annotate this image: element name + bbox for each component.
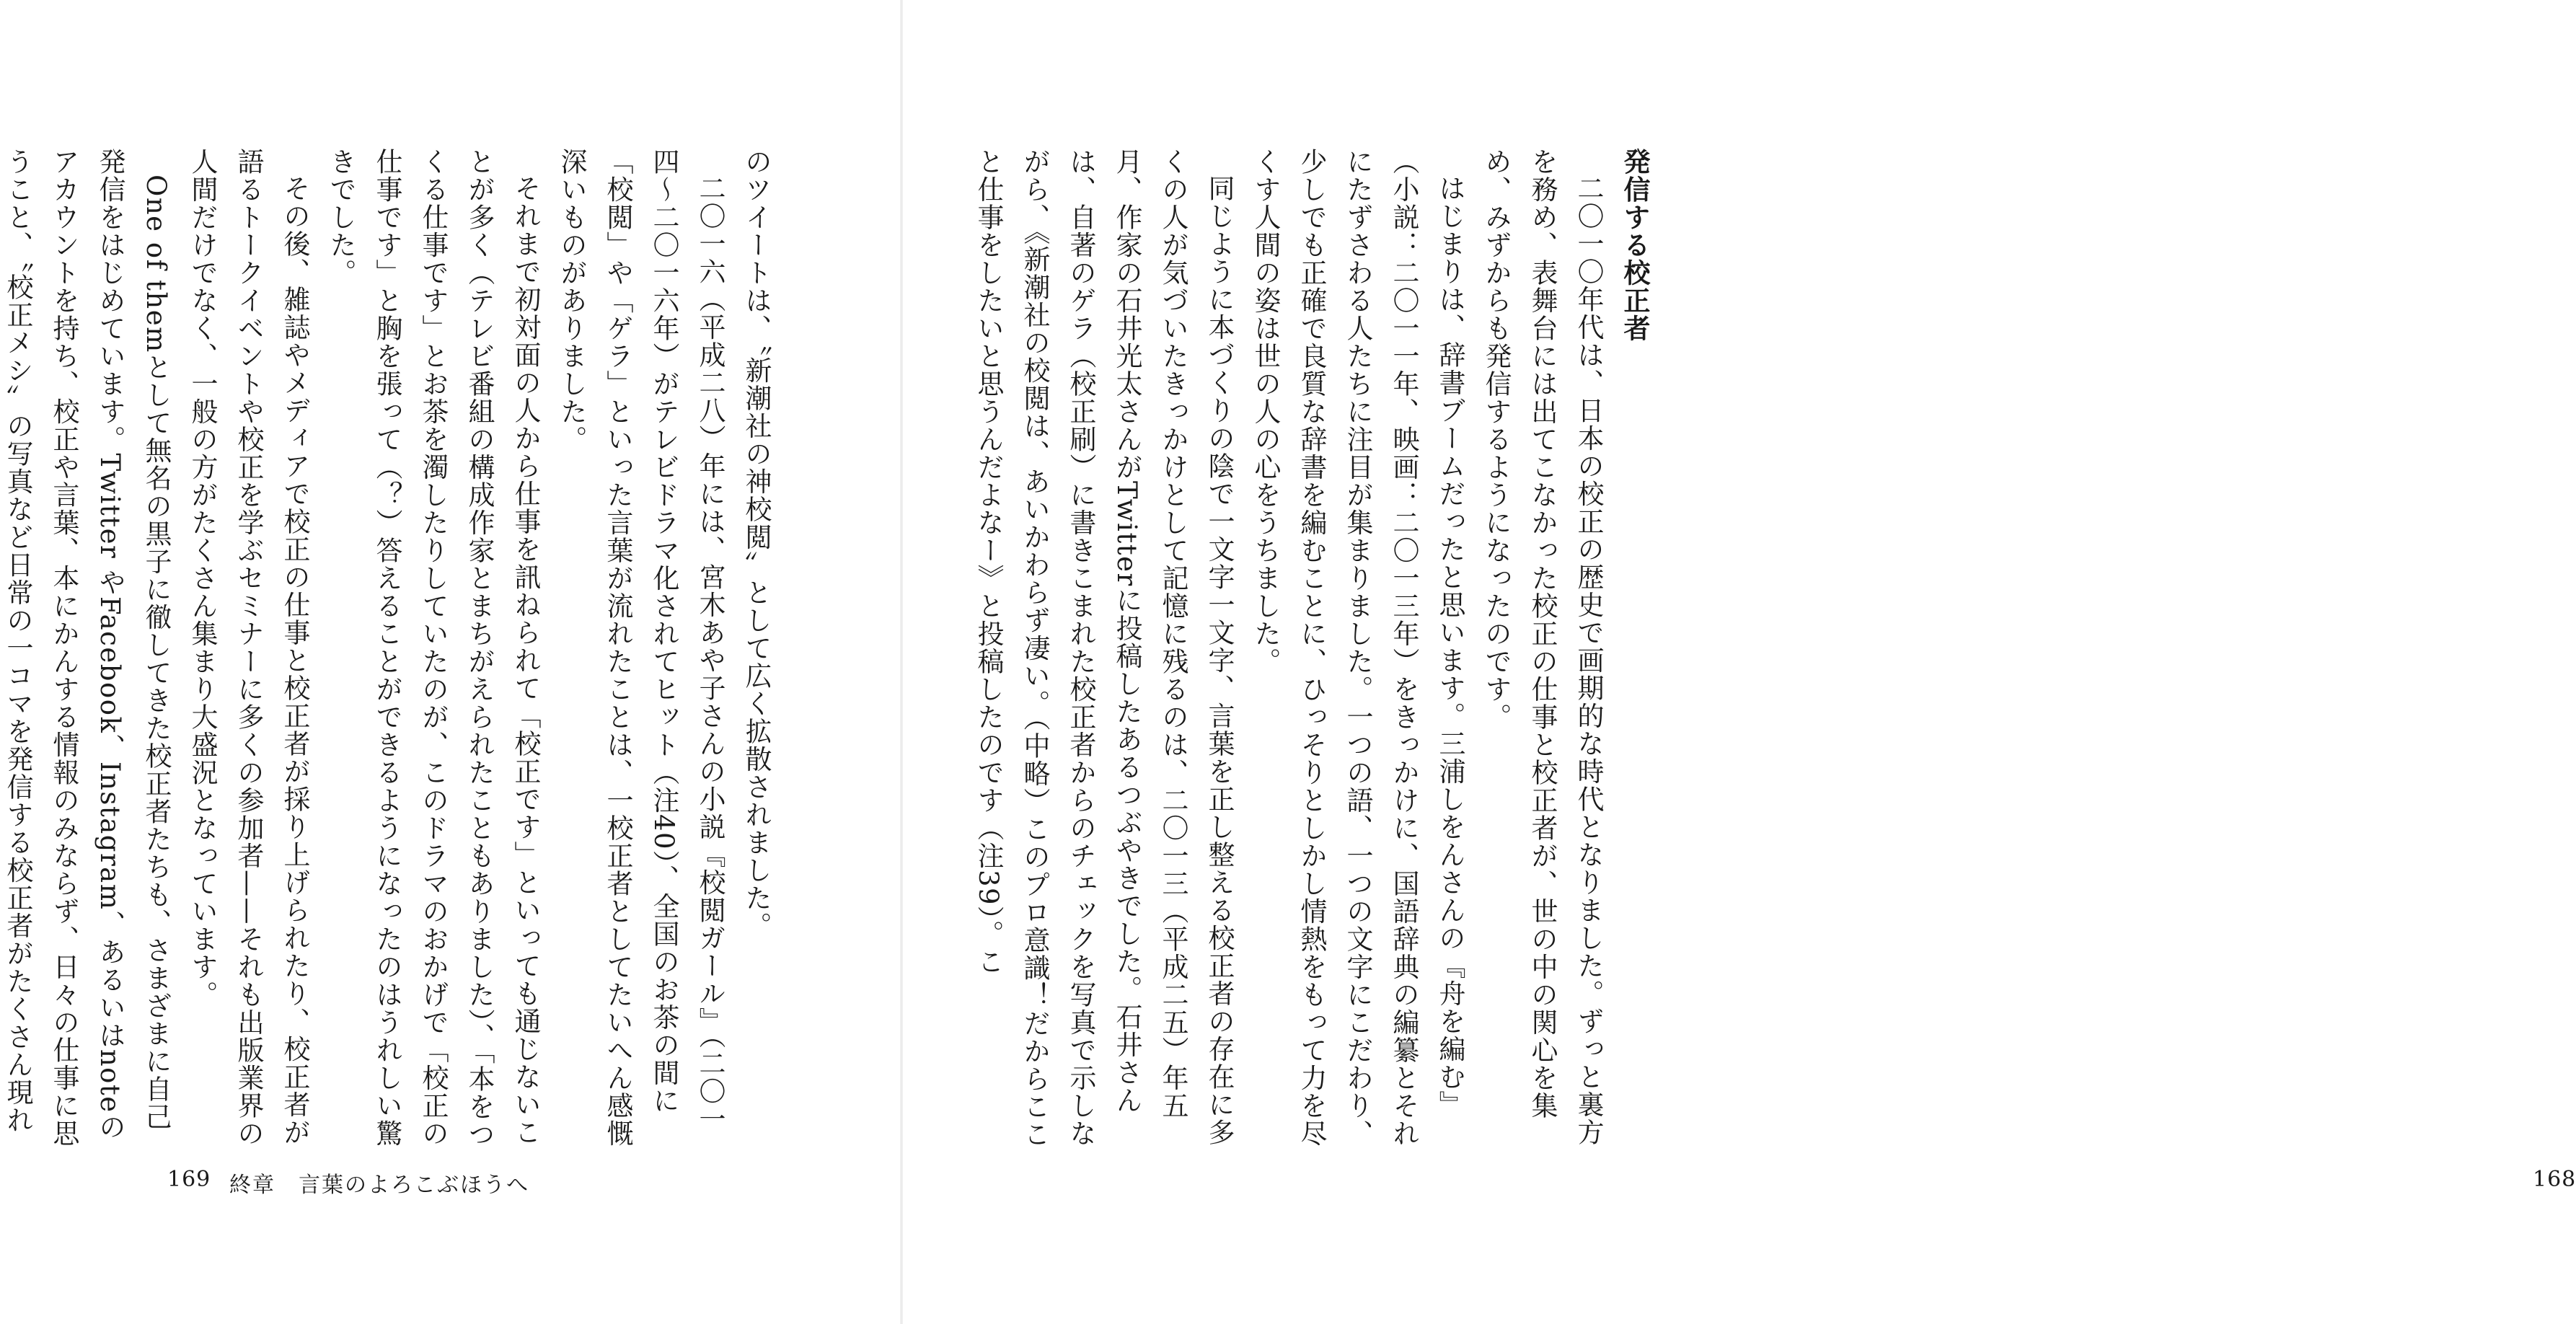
paragraph: 二〇一〇年代は、日本の校正の歴史で画期的な時代となりました。ずっと裏方を務め、表舞台には出てこなかった校正の仕事と校正者が、世の中の関心を集め、みずからも発信するようになったのです。 (1481, 148, 1604, 1147)
page-number-left: 169 (167, 1167, 211, 1192)
paragraph: のツイートは、〝新潮社の神校閲〟として広く拡散されました。 (741, 148, 772, 940)
left-page-text (2, 148, 779, 1150)
running-head: 終章 言葉のよろこぶほうへ (229, 1173, 529, 1198)
paragraph: その後、雑誌やメディアで校正の仕事と校正者が採り上げられたり、校正者が語るトークイベントや校正を学ぶセミナーに多くの参加者——それも出版業界の人間だけでなく、一般の方がたくさん集まり大盛況となっています。 (187, 148, 310, 1147)
paragraph: それまで初対面の人から仕事を訊ねられて「校正です」といっても通じないことが多く（テレビ番組の構成作家とまちがえられたこともありました）、「本をつくる仕事です」とお茶を濁したりしていたのが、このドラマのおかげで「校正の仕事です」と胸を張って（？）答えることができるようになったのはうれしい驚きでした。 (325, 148, 541, 1149)
right-page-text (973, 148, 1657, 1150)
paragraph: 二〇一六（平成二八）年には、宮木あや子さんの小説『校閲ガール』（二〇一四〜二〇一六年）がテレビドラマ化されてヒット（注40）、全国のお茶の間に「校閲」や「ゲラ」といった言葉が流れたことは、一校正者としてたいへん感慨深いものがありました。 (556, 148, 725, 1147)
page-number-right: 168 (2533, 1167, 2576, 1192)
right-page (901, 0, 2576, 1324)
paragraph: 同じように本づくりの陰で一文字一文字、言葉を正し整える校正者の存在に多くの人が気づいたきっかけとして記憶に残るのは、二〇一三（平成二五）年五月、作家の石井光太さんがTwitterに投稿したあるつぶやきでした。石井さんは、自著のゲラ（校正刷）に書きこまれた校正者からのチェックを写真で示しながら、《新潮社の校閲は、あいかわらず凄い。（中略）このプロ意識！だからここと仕事をしたいと思うんだよなー》と投稿したのです（注39）。こ (973, 148, 1235, 1149)
paragraph: はじまりは、辞書ブームだったと思います。三浦しをんさんの『舟を編む』（小説：二〇一一年、映画：二〇一三年）をきっかけに、国語辞典の編纂とそれにたずさわる人たちに注目が集まりました。一つの語、一つの文字にこだわり、少しでも正確で良質な辞書を編むことに、ひっそりとしかし情熱をもって力を尽くす人間の姿は世の人の心をうちました。 (1250, 148, 1465, 1147)
section-heading: 発信する校正者 (1619, 148, 1650, 343)
left-page (0, 0, 901, 1324)
paragraph: One of themとして無名の黒子に徹してきた校正者たちも、さまざまに自己発信をはじめています。Twitter やFacebook、Instagram、あるいはnoteのアカウントを持ち、校正や言葉、本にかんする情報のみならず、日々の仕事に思うこと、〝校正メシ〟の写真など日常の一コマを発信する校正者がたくさん現れ (2, 148, 172, 1147)
